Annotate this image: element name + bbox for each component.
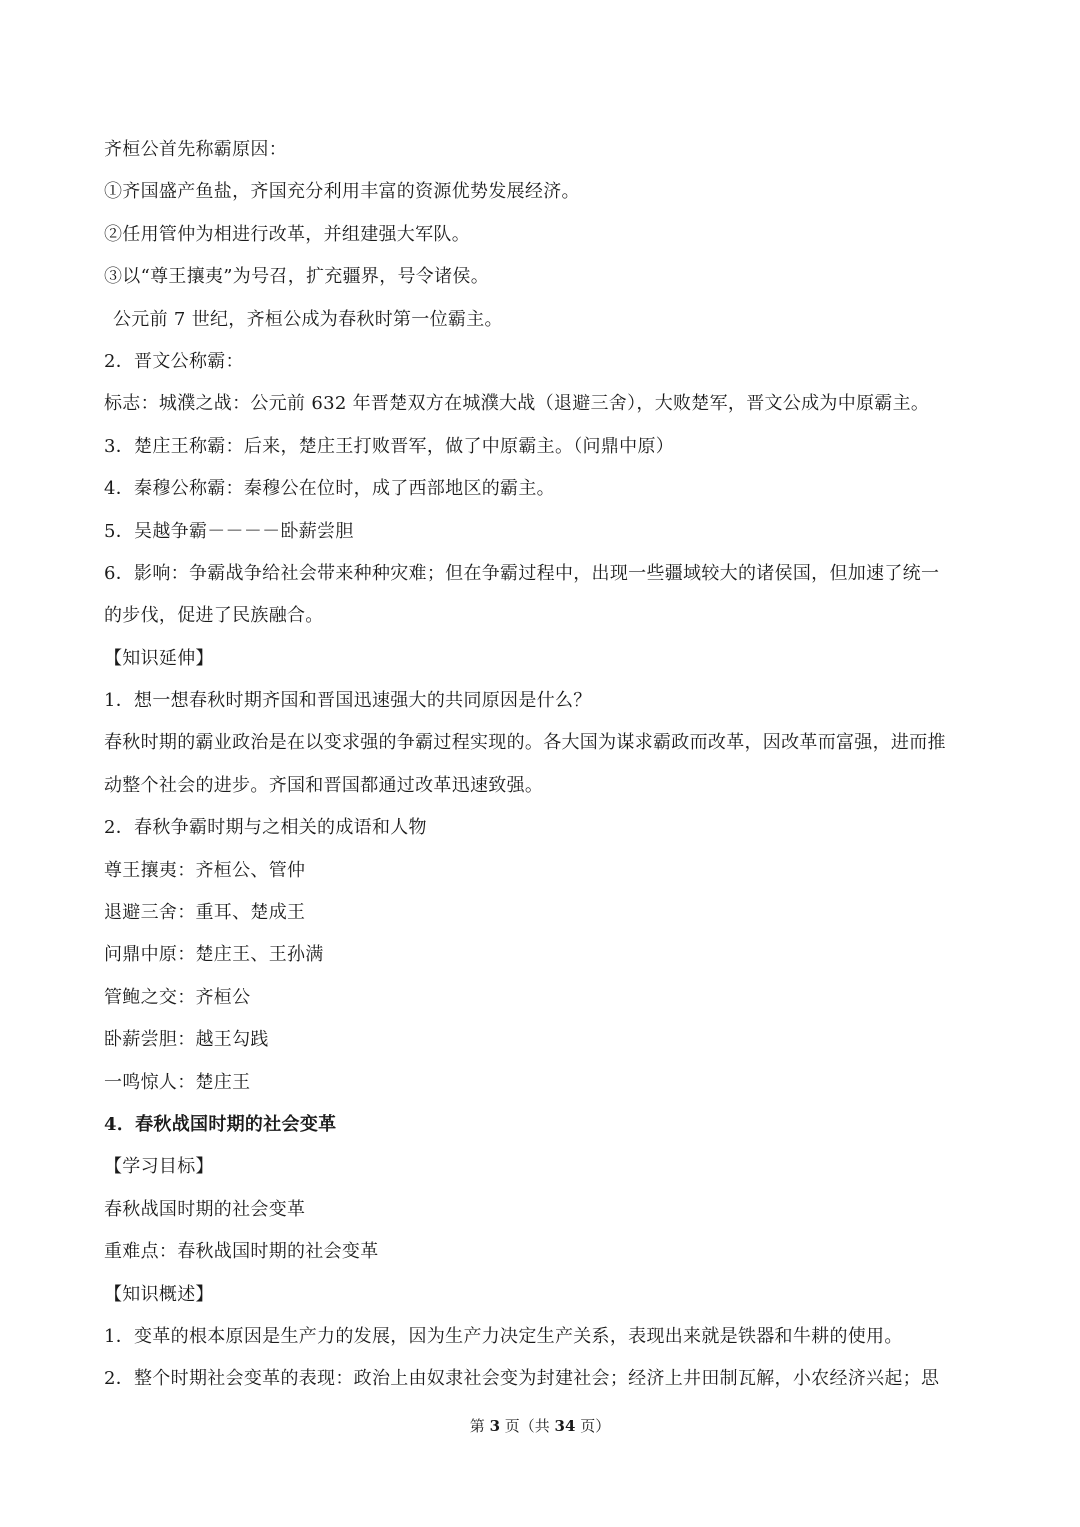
page-footer <box>0 1414 1080 1438</box>
footer-prefix: 第 <box>469 1417 490 1435</box>
section-heading: 【学习目标】 <box>104 1156 214 1178</box>
text-line: 公元前 7 世纪，齐桓公成为春秋时第一位霸主。 <box>113 308 503 330</box>
text-line: 1．想一想春秋时期齐国和晋国迅速强大的共同原因是什么？ <box>104 690 592 712</box>
text-line: 6．影响：争霸战争给社会带来种种灾难；但在争霸过程中，出现一些疆域较大的诸侯国，但加速了统一 <box>104 562 940 584</box>
text-line: 标志：城濮之战：公元前 632 年晋楚双方在城濮大战（退避三舍），大败楚军，晋文公成为中原霸主。 <box>104 393 930 415</box>
text-line: 1．变革的根本原因是生产力的发展，因为生产力决定生产关系，表现出来就是铁器和牛耕的使用。 <box>104 1325 903 1347</box>
text-line: 退避三舍：重耳、楚成王 <box>104 902 306 924</box>
text-line: ③以“尊王攘夷”为号召，扩充疆界，号令诸侯。 <box>104 266 490 288</box>
text-line: 动整个社会的进步。齐国和晋国都通过改革迅速致强。 <box>104 774 544 796</box>
section-heading: 【知识延伸】 <box>104 647 214 669</box>
text-line: 尊王攘夷：齐桓公、管仲 <box>104 859 306 881</box>
footer-suffix: 页） <box>575 1417 611 1435</box>
page-content <box>104 129 980 1401</box>
footer-middle: 页（共 <box>500 1417 555 1435</box>
text-line: 一鸣惊人：楚庄王 <box>104 1071 251 1093</box>
total-page-count: 34 <box>554 1417 576 1435</box>
text-line: 春秋时期的霸业政治是在以变求强的争霸过程实现的。各大国为谋求霸政而改革，因改革而富强，进而推 <box>104 732 946 754</box>
current-page-number: 3 <box>489 1417 500 1435</box>
text-line: 2．春秋争霸时期与之相关的成语和人物 <box>104 817 427 839</box>
text-line: 的步伐，促进了民族融合。 <box>104 605 324 627</box>
text-line: 2．晋文公称霸： <box>104 350 244 372</box>
text-line: 4．秦穆公称霸：秦穆公在位时，成了西部地区的霸主。 <box>104 478 555 500</box>
text-line: ①齐国盛产鱼盐，齐国充分利用丰富的资源优势发展经济。 <box>104 181 580 203</box>
chapter-title: 4．春秋战国时期的社会变革 <box>104 1113 337 1135</box>
section-heading: 【知识概述】 <box>104 1283 214 1305</box>
text-line: 春秋战国时期的社会变革 <box>104 1198 306 1220</box>
text-line: 3．楚庄王称霸：后来，楚庄王打败晋军，做了中原霸主。（问鼎中原） <box>104 435 675 457</box>
text-line: 卧薪尝胆：越王勾践 <box>104 1029 269 1051</box>
text-line: ②任用管仲为相进行改革，并组建强大军队。 <box>104 223 470 245</box>
text-line: 重难点：春秋战国时期的社会变革 <box>104 1241 379 1263</box>
text-line: 2．整个时期社会变革的表现：政治上由奴隶社会变为封建社会；经济上井田制瓦解，小农经济兴起；思 <box>104 1368 940 1390</box>
text-line: 齐桓公首先称霸原因： <box>104 139 287 160</box>
text-line: 问鼎中原：楚庄王、王孙满 <box>104 944 324 966</box>
text-line: 5．吴越争霸－－－－卧薪尝胆 <box>104 520 354 542</box>
text-line: 管鲍之交：齐桓公 <box>104 986 251 1008</box>
